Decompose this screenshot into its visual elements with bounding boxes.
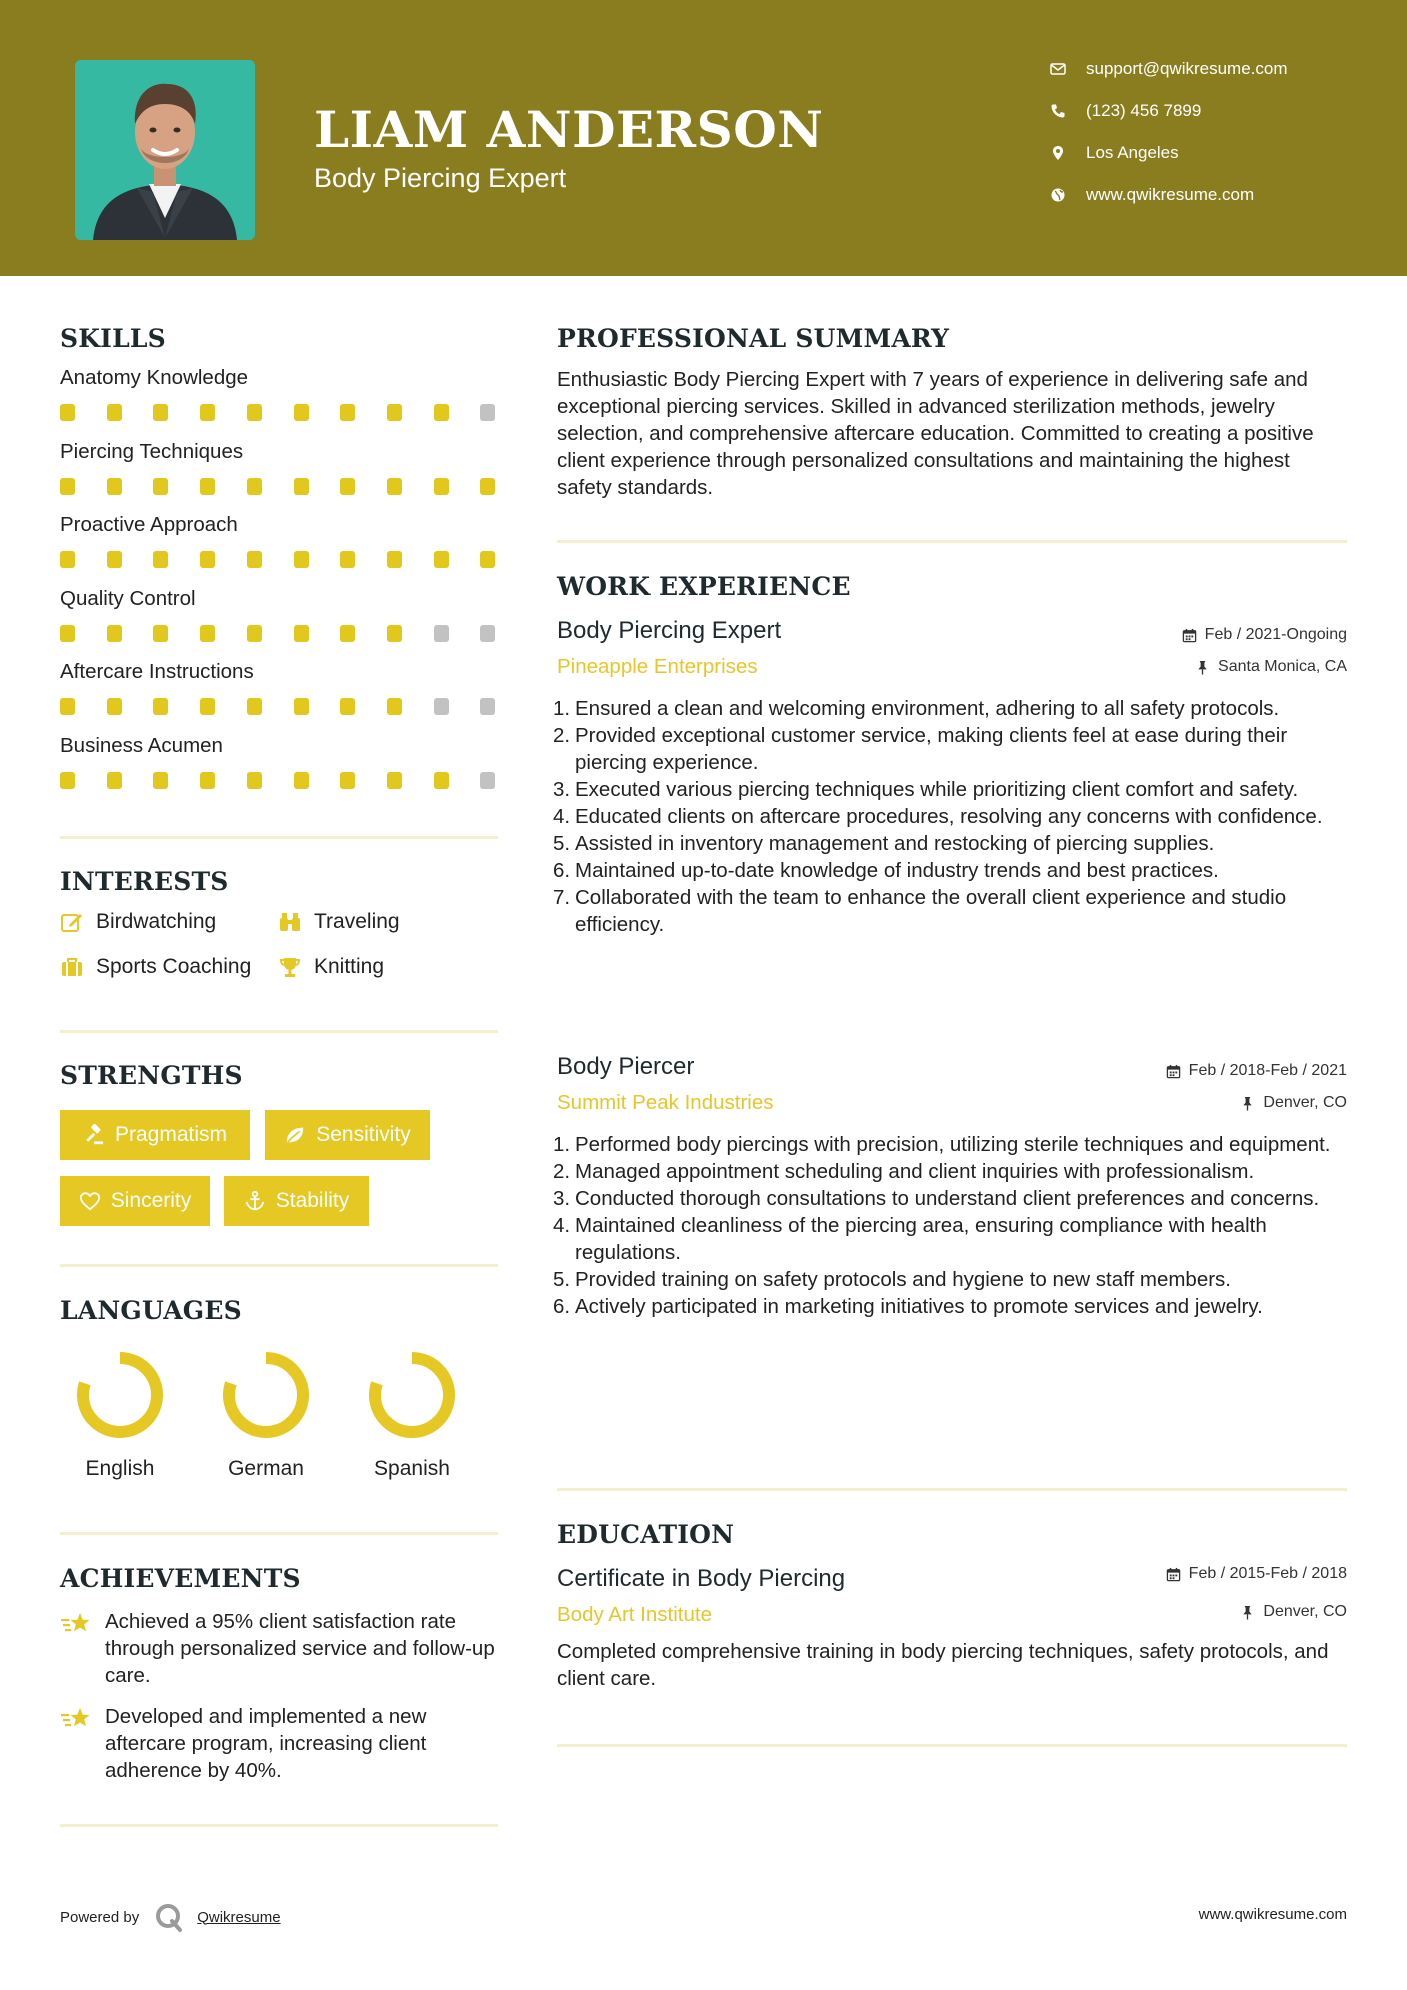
skill-rating-dot: [340, 698, 355, 715]
qwikresume-logo-icon: [153, 1901, 185, 1933]
calendar-icon: [1166, 1567, 1181, 1582]
skill-rating-dot: [200, 478, 215, 495]
job-bullets: [553, 695, 1347, 938]
skill-rating-dot: [294, 772, 309, 789]
skill-rating-dot: [387, 478, 402, 495]
shooting-star-icon: [60, 1610, 92, 1638]
skill-rating: [60, 551, 500, 569]
education-heading: EDUCATION: [557, 1520, 735, 1549]
language-name: English: [85, 1457, 155, 1480]
contact-location: [1050, 141, 1370, 165]
skill-name: Quality Control: [60, 586, 196, 610]
shooting-star-icon: [60, 1705, 92, 1733]
skill-rating-dot: [153, 772, 168, 789]
job-location: [1195, 658, 1347, 676]
education-dates-text: Feb / 2015-Feb / 2018: [1188, 1565, 1347, 1582]
skill-name: Proactive Approach: [60, 513, 238, 536]
language-progress-arc: [375, 1358, 449, 1432]
skill-rating-dot: [480, 772, 495, 789]
map-pin-icon: [1050, 145, 1066, 161]
language-item: [211, 1345, 321, 1480]
skill-rating-dot: [200, 772, 215, 789]
language-progress-ring: [357, 1345, 467, 1445]
skill-rating-dot: [247, 478, 262, 495]
list-item: 5. Provided training on safety protocols and hygiene to new staff members.: [553, 1268, 1231, 1291]
job-title: Body Piercing Expert: [557, 617, 782, 644]
interest-label: Sports Coaching: [96, 955, 252, 978]
language-progress-ring: [211, 1345, 321, 1445]
contact-location-text: Los Angeles: [1086, 143, 1179, 162]
education-school: Body Art Institute: [557, 1603, 712, 1626]
skill-rating-dot: [200, 698, 215, 715]
footer-website[interactable]: www.qwikresume.com: [1198, 1906, 1347, 1923]
skill-rating-dot: [247, 698, 262, 715]
interest-item: [278, 910, 400, 934]
pushpin-icon: [1240, 1096, 1255, 1111]
language-progress-ring: [65, 1345, 175, 1445]
job-dates: [1182, 626, 1347, 644]
phone-icon: [1050, 103, 1066, 119]
leaf-icon: [284, 1124, 306, 1146]
skill-rating-dot: [340, 772, 355, 789]
skill-rating-dot: [387, 625, 402, 642]
skill-rating-dot: [247, 772, 262, 789]
job-title: Body Piercer: [557, 1053, 695, 1080]
interest-label: Birdwatching: [96, 910, 217, 933]
skill-rating-dot: [480, 478, 495, 495]
skill-rating-dot: [60, 404, 75, 421]
profile-photo-illustration: [75, 60, 255, 240]
summary-heading: PROFESSIONAL SUMMARY: [557, 324, 950, 353]
job-dates-text: Feb / 2021-Ongoing: [1204, 626, 1347, 643]
strength-tag: [60, 1110, 250, 1160]
skill-rating-dot: [107, 478, 122, 495]
skill-rating-dot: [434, 551, 449, 568]
achievements-heading: ACHIEVEMENTS: [60, 1564, 301, 1593]
resume-header: [0, 0, 1407, 276]
skill-rating-dot: [340, 478, 355, 495]
achievement-text: Achieved a 95% client satisfaction rate through personalized service and follow-up care.: [105, 1610, 495, 1687]
skill-rating-dot: [107, 772, 122, 789]
skill-rating-dot: [247, 625, 262, 642]
binoculars-icon: [278, 910, 302, 934]
strengths-heading: STRENGTHS: [60, 1061, 243, 1090]
skill-rating-dot: [60, 478, 75, 495]
list-item: 3. Executed various piercing techniques while prioritizing client comfort and safety.: [553, 778, 1299, 801]
education-degree: Certificate in Body Piercing: [557, 1565, 846, 1592]
summary-text: Enthusiastic Body Piercing Expert with 7 years of experience in delivering safe and exceptional piercing services. Skilled in advanced sterilization methods, jewelry selection, and comprehensive aftercare education. Committed to creating a positive client experience through personalized consultations and maintaining the highest safety standards.: [557, 368, 1314, 499]
job-location-text: Denver, CO: [1263, 1094, 1347, 1111]
strength-label: Pragmatism: [114, 1123, 228, 1146]
job-dates: [1166, 1062, 1347, 1080]
skill-name: Business Acumen: [60, 733, 223, 757]
skill-rating: [60, 404, 500, 422]
contact-website[interactable]: [1050, 183, 1370, 207]
skill-rating-dot: [107, 698, 122, 715]
skill-rating-dot: [480, 698, 495, 715]
list-item: 1. Performed body piercings with precision, utilizing sterile techniques and equipment.: [553, 1133, 1331, 1156]
skill-rating-dot: [247, 551, 262, 568]
strength-tag: [265, 1110, 430, 1160]
interests-divider: [60, 1030, 498, 1033]
skill-rating-dot: [387, 772, 402, 789]
experience-heading: WORK EXPERIENCE: [557, 572, 851, 601]
strength-label: Stability: [275, 1189, 350, 1212]
skill-rating-dot: [60, 625, 75, 642]
profile-photo: [75, 60, 255, 240]
candidate-name: LIAM ANDERSON: [314, 100, 824, 159]
skill-rating-dot: [153, 625, 168, 642]
interest-label: Traveling: [314, 910, 400, 933]
skill-rating: [60, 698, 500, 716]
language-name: German: [228, 1457, 304, 1480]
globe-icon: [1050, 187, 1066, 203]
education-divider: [557, 1744, 1347, 1747]
skill-rating-dot: [107, 404, 122, 421]
skill-rating-dot: [107, 625, 122, 642]
skill-rating: [60, 478, 500, 496]
job-bullets: [553, 1131, 1347, 1320]
footer-powered-by: [60, 1900, 281, 1934]
skill-rating-dot: [434, 478, 449, 495]
strengths-divider: [60, 1264, 498, 1267]
calendar-icon: [1182, 628, 1197, 643]
skill-name: Piercing Techniques: [60, 439, 244, 463]
skill-rating-dot: [294, 478, 309, 495]
list-item: 1. Ensured a clean and welcoming environment, adhering to all safety protocols.: [553, 697, 1280, 720]
list-item: 6. Maintained up-to-date knowledge of industry trends and best practices.: [553, 859, 1219, 882]
language-item: [65, 1345, 175, 1480]
interest-label: Knitting: [314, 955, 385, 978]
skill-rating-dot: [153, 478, 168, 495]
calendar-icon: [1166, 1064, 1181, 1079]
achievements-divider: [60, 1824, 498, 1827]
heart-icon: [79, 1190, 101, 1212]
skill-rating-dot: [200, 625, 215, 642]
education-description: Completed comprehensive training in body piercing techniques, safety protocols, and client care.: [557, 1640, 1329, 1690]
skill-rating-dot: [60, 772, 75, 789]
powered-by-text: Powered by: [60, 1908, 140, 1926]
skill-rating-dot: [153, 551, 168, 568]
skill-rating-dot: [434, 698, 449, 715]
list-item: 4. Educated clients on aftercare procedures, resolving any concerns with confidence.: [553, 805, 1323, 828]
skill-rating-dot: [480, 551, 495, 568]
skills-heading: SKILLS: [60, 324, 166, 353]
skill-rating-dot: [480, 404, 495, 421]
skill-rating-dot: [480, 625, 495, 642]
contact-website-text: www.qwikresume.com: [1086, 185, 1255, 204]
skill-rating-dot: [340, 404, 355, 421]
gavel-icon: [83, 1124, 105, 1146]
envelope-icon: [1050, 61, 1066, 77]
skill-rating-dot: [200, 404, 215, 421]
skill-name: Anatomy Knowledge: [60, 366, 249, 389]
skill-rating-dot: [387, 404, 402, 421]
language-name: Spanish: [374, 1457, 450, 1480]
skill-rating-dot: [294, 625, 309, 642]
contact-email[interactable]: [1050, 57, 1370, 81]
education-location-text: Denver, CO: [1263, 1603, 1347, 1620]
strength-tag: [60, 1176, 210, 1226]
skill-rating: [60, 625, 500, 643]
skill-rating-dot: [434, 772, 449, 789]
skills-divider: [60, 836, 498, 839]
contact-phone-text: (123) 456 7899: [1086, 101, 1202, 120]
contact-email-text: support@qwikresume.com: [1086, 59, 1288, 78]
skill-rating-dot: [107, 551, 122, 568]
skill-rating-dot: [153, 404, 168, 421]
pencil-square-icon: [60, 910, 84, 934]
list-item: 3. Conducted thorough consultations to understand client preferences and concerns.: [553, 1187, 1320, 1210]
strength-tag: [224, 1176, 369, 1226]
language-progress-arc: [229, 1358, 303, 1432]
list-item: 7. Collaborated with the team to enhance the overall client experience and studio efficiency.: [553, 886, 1287, 936]
list-item: 5. Assisted in inventory management and restocking of piercing supplies.: [553, 832, 1215, 855]
experience-divider: [557, 1488, 1347, 1491]
skill-rating-dot: [153, 698, 168, 715]
skill-rating-dot: [294, 551, 309, 568]
trophy-icon: [278, 955, 302, 979]
achievement-text: Developed and implemented a new aftercare program, increasing client adherence by 40%.: [105, 1705, 427, 1782]
language-progress-arc: [83, 1358, 157, 1432]
strength-label: Sensitivity: [316, 1123, 411, 1146]
skill-rating-dot: [247, 404, 262, 421]
skill-rating-dot: [60, 698, 75, 715]
languages-divider: [60, 1532, 498, 1535]
job-dates-text: Feb / 2018-Feb / 2021: [1188, 1062, 1347, 1079]
skill-rating: [60, 772, 500, 790]
education-dates: [1166, 1565, 1347, 1583]
skill-rating-dot: [294, 404, 309, 421]
list-item: 4. Maintained cleanliness of the piercing area, ensuring compliance with health regulations.: [553, 1214, 1267, 1264]
list-item: 6. Actively participated in marketing initiatives to promote services and jewelry.: [553, 1295, 1263, 1318]
job-location-text: Santa Monica, CA: [1218, 658, 1347, 675]
strength-label: Sincerity: [110, 1189, 192, 1212]
list-item: 2. Managed appointment scheduling and client inquiries with professionalism.: [553, 1160, 1255, 1183]
anchor-icon: [244, 1190, 266, 1212]
briefcase-icon: [60, 955, 84, 979]
skill-rating-dot: [340, 551, 355, 568]
job-company: Summit Peak Industries: [557, 1091, 774, 1114]
education-location: [1240, 1603, 1347, 1621]
interest-item: [278, 955, 384, 979]
skill-rating-dot: [340, 625, 355, 642]
pushpin-icon: [1195, 660, 1210, 675]
interest-item: [60, 910, 216, 934]
skill-rating-dot: [60, 551, 75, 568]
skill-rating-dot: [434, 404, 449, 421]
candidate-title: Body Piercing Expert: [314, 163, 567, 193]
languages-heading: LANGUAGES: [60, 1296, 242, 1325]
skill-name: Aftercare Instructions: [60, 660, 254, 683]
pushpin-icon: [1240, 1605, 1255, 1620]
list-item: 2. Provided exceptional customer service, making clients feel at ease during their piercing experience.: [553, 724, 1288, 774]
interest-item: [60, 955, 251, 979]
skill-rating-dot: [294, 698, 309, 715]
job-location: [1240, 1094, 1347, 1112]
skill-rating-dot: [387, 698, 402, 715]
skill-rating-dot: [434, 625, 449, 642]
job-company: Pineapple Enterprises: [557, 655, 758, 678]
contact-phone[interactable]: [1050, 99, 1370, 123]
language-item: [357, 1345, 467, 1480]
interests-heading: INTERESTS: [60, 867, 229, 896]
skill-rating-dot: [200, 551, 215, 568]
summary-divider: [557, 540, 1347, 543]
skill-rating-dot: [387, 551, 402, 568]
qwikresume-link[interactable]: Qwikresume: [197, 1908, 281, 1926]
